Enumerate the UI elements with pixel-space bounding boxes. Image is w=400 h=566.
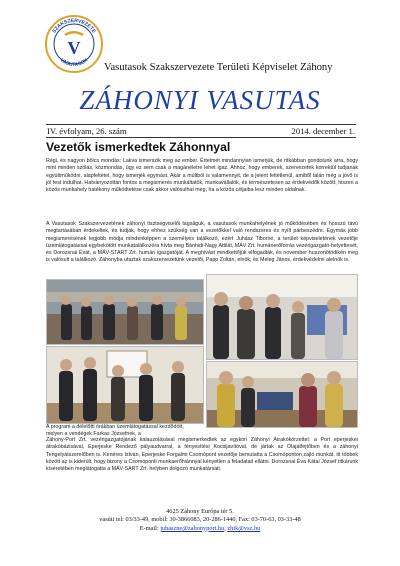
article-paragraph: Régi, és nagyon bölcs mondás: Lakva ismerszik meg az ember. Értelmét mindannyian ismerjük, de ritkábban gondolunk arra, hogy mint minden szólás, közmondás, úgy ez sem csak a magánéletre lehet igaz. Ahhoz, hogy emberek, szervezetek korrektül tudjanak együttműködni, alapfeltétel, hogy ismerjék egymást. Akár a múltból is valamennyit, de a jelent feltétlenül, amiből talán még a jövő is jól fest indulhat. Hatványozottan fontos a megismerés munkáltatók, munkavállalók, és természetesen az érdekvédők között, hiszen a közös munkahely hatékony működtetése csak akkor valósulhat meg, ha a közös céljaiba lesz minden oldalnak. xyxy=(46,158,358,194)
issue-number: IV. évfolyam, 26. szám xyxy=(47,126,127,136)
photo-group-indoor xyxy=(206,274,358,360)
svg-text:VASUTASOK: VASUTASOK xyxy=(58,57,90,69)
email-link-secondary[interactable]: zhtk@vsz.hu xyxy=(227,524,261,532)
footer-email-line xyxy=(0,525,400,533)
footer-address: 4625 Záhony Európa tér 5. xyxy=(166,508,234,515)
svg-text:V: V xyxy=(67,38,81,58)
issue-bar xyxy=(46,124,356,138)
photo-group-outdoor xyxy=(46,279,204,345)
organization-name: Vasutasok Szakszervezete Területi Képviselet Záhony xyxy=(104,62,333,73)
email-separator: , xyxy=(224,524,226,532)
article-paragraph: A Vasutasok Szakszervezetének záhonyi tisztségviselői tagságuk, a vasutasok munkahelyének jó működésében és hosszú távú megtartásában érdekeltek, és tudják, hogy ehhez szükség van a vezetőkkel való rendszeres és nyílt párbeszédre. Egymás jobb megismerésének legjobb módja mindenképpen a személyes találkozó, ezért Juhász Tiborné, a terület képviseletének vezetője üzemlátogatással egybekötött munkatalálkozóra hívta meg Bánhidi-Nagy Attilát, MÁV Zrt. humánerőforrás vezérigazgató-helyettesét, és Dorozsnai Évát, a MÁV-START Zrt. humán igazgatóját. A meghívást mindkettőjük elfogadták, és november huszonötödikén meg is valósult a találkozó. Záhonyba utaztak szakszervezetünk vezetői, Papp Zoltán, elnök, és Meleg János, érdekvédelmi alelnök is. xyxy=(46,221,358,264)
photo-office-meeting xyxy=(46,346,204,424)
email-link-primary[interactable]: juhaszne@zahonyport.hu xyxy=(160,524,225,532)
photo-caption: A program a délelőtti órákban üzemlátogatással kezdődött, melyen a vendégek Farkas Józsefnek, a xyxy=(46,424,184,438)
footer-phone: vasúti tel: 03/33-49, mobil: 30-3866083, 20-286-1440, Fax: 03-70-63, 03-33-48 xyxy=(99,516,301,524)
email-label: E-mail: xyxy=(139,524,159,532)
photo-office-visit xyxy=(206,361,358,428)
issue-date: 2014. december 1. xyxy=(291,126,355,136)
article-paragraph: Záhony-Port Zrt. vezérigazgatójának kalauzolásával megismerkedtek az egykori Záhonyi Átrakókörzettel: a Port eperjeskei átrakóbázisával, Eperjeske Rendező pályaudvarral, a fényesítési Kocsijavítóval, de jártak az Olajátfejtőben és a záhonyi Tengelyátszerelőben is. Kenéres István, Eperjeske Forgalmi Csomópont vezetője bemutatta a Csomóponton zajló munkát, itt többek között az is kiderült, hogy bizony a Csomóponti munkaerőhiánnyal kényetlen a feladatait ellátni. Dorozsnai Éva Kátai József titkárunk kíséretében meglátogatta a MÁV-SART Zrt. helyben dolgozó munkatársait. xyxy=(46,437,358,473)
footer-contact xyxy=(0,508,400,533)
vsz-logo xyxy=(44,14,104,74)
article-headline: Vezetők ismerkedtek Záhonnyal xyxy=(46,140,231,154)
svg-text:SZAKSZERVEZETE: SZAKSZERVEZETE xyxy=(51,17,97,35)
newspaper-masthead: ZÁHONYI VASUTAS xyxy=(79,85,321,115)
